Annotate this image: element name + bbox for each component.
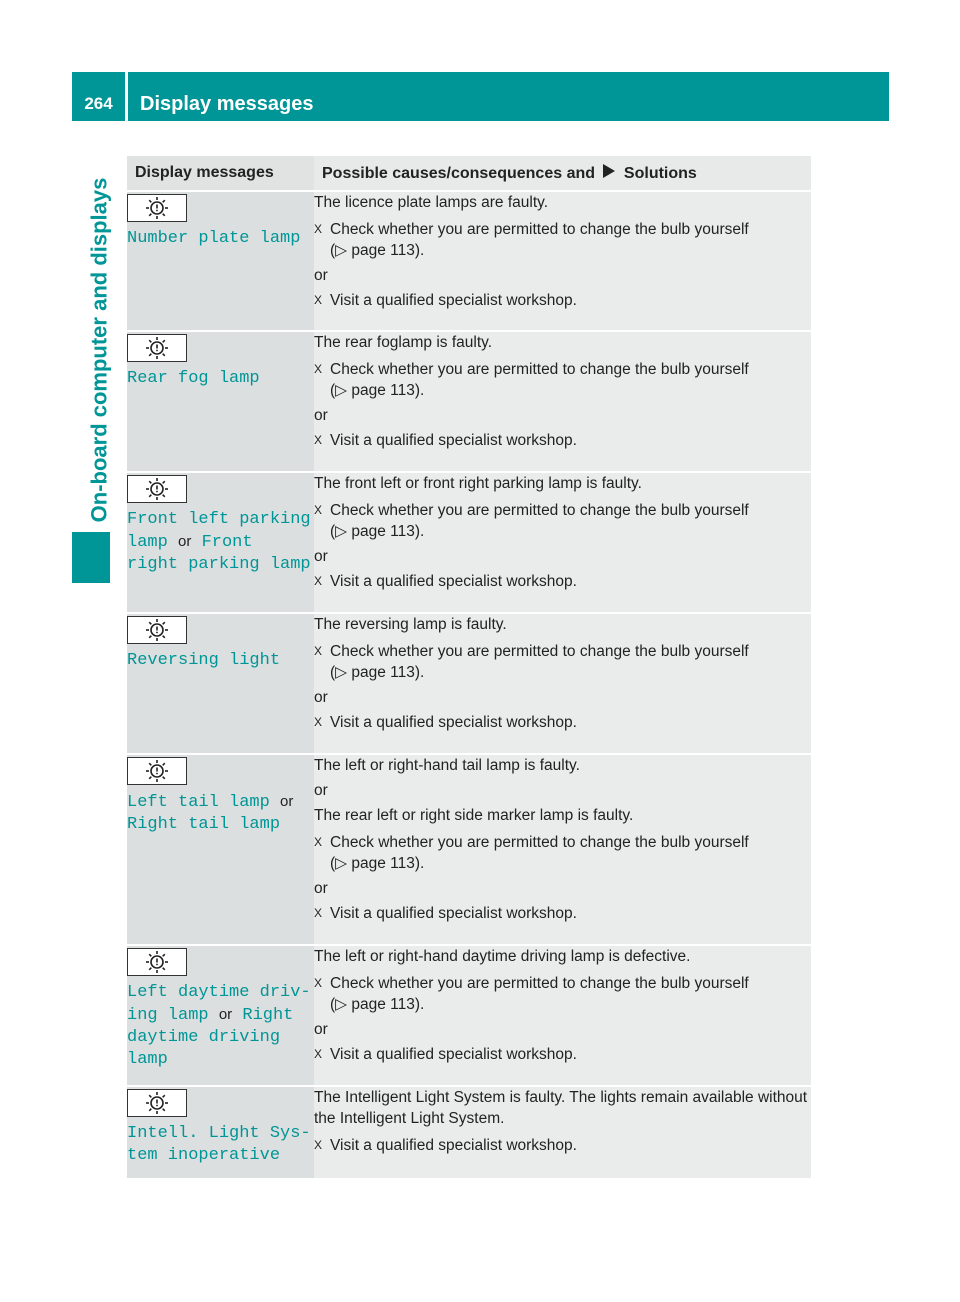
side-label-text: On-board computer and displays <box>86 177 111 523</box>
table-row <box>127 1086 811 1179</box>
page-reference[interactable]: (▷ page 113). <box>330 996 425 1013</box>
header-divider <box>125 72 128 121</box>
step-check <box>314 219 811 261</box>
msg-line: Right tail lamp <box>127 815 281 834</box>
step-text: Visit a qualified specialist workshop. <box>330 1046 577 1063</box>
step-check <box>314 973 811 1015</box>
page-reference[interactable]: (▷ page 113). <box>330 523 425 540</box>
message-cell <box>127 191 314 331</box>
msg-line: ing lamp <box>127 1006 209 1025</box>
solutions-arrow-icon <box>603 164 615 183</box>
step-visit <box>314 290 811 311</box>
display-message: Rear fog lamp <box>127 369 260 388</box>
step-text: Check whether you are permitted to change the bulb yourself <box>330 361 749 378</box>
table-row <box>127 331 811 472</box>
or-text: or <box>314 548 328 565</box>
step-check <box>314 641 811 683</box>
or-text: or <box>178 533 192 550</box>
step-arrow-icon: X <box>314 503 323 517</box>
step-text: Check whether you are permitted to change the bulb yourself <box>330 221 749 238</box>
step-visit <box>314 430 811 451</box>
step-arrow-icon: X <box>314 835 323 849</box>
side-section-label <box>74 170 124 530</box>
message-cell <box>127 945 314 1086</box>
cause-text: The left or right-hand tail lamp is faulty. <box>314 757 580 774</box>
step-visit <box>314 712 811 733</box>
bulb-warning-icon <box>127 948 187 976</box>
bulb-warning-icon <box>127 1089 187 1117</box>
msg-line: tem inoperative <box>127 1146 281 1165</box>
page-reference[interactable]: (▷ page 113). <box>330 382 425 399</box>
or-text: or <box>314 782 328 799</box>
cause-text: The rear foglamp is faulty. <box>314 334 493 351</box>
side-tab-block <box>72 532 110 583</box>
message-cell <box>127 613 314 754</box>
msg-line: lamp <box>127 533 168 552</box>
solution-cell <box>314 331 811 472</box>
page-reference[interactable]: (▷ page 113). <box>330 242 425 259</box>
display-message <box>127 509 314 576</box>
step-arrow-icon: X <box>314 976 323 990</box>
solution-cell <box>314 472 811 613</box>
msg-line: Left tail lamp <box>127 793 270 812</box>
page-number: 264 <box>84 94 113 113</box>
step-arrow-icon: X <box>314 433 323 447</box>
msg-line: lamp <box>127 1050 168 1069</box>
cause-text: The rear left or right side marker lamp is faulty. <box>314 807 634 824</box>
solution-cell <box>314 945 811 1086</box>
step-text: Visit a qualified specialist workshop. <box>330 905 577 922</box>
message-cell <box>127 1086 314 1179</box>
step-text: Check whether you are permitted to change the bulb yourself <box>330 975 749 992</box>
table-row <box>127 754 811 945</box>
msg-line: Intell. Light Sys- <box>127 1124 311 1143</box>
table-header-row <box>127 156 811 191</box>
msg-line: Front left parking <box>127 510 311 529</box>
display-message <box>127 1123 314 1167</box>
bulb-warning-icon <box>127 194 187 222</box>
or-text: or <box>314 880 328 897</box>
cause-text: The left or right-hand daytime driving lamp is defective. <box>314 948 691 965</box>
display-message: Number plate lamp <box>127 229 301 248</box>
header-prefix: Possible causes/consequences and <box>322 164 596 182</box>
page-title: Display messages <box>140 93 314 115</box>
step-text: Check whether you are permitted to change the bulb yourself <box>330 643 749 660</box>
header-suffix: Solutions <box>623 164 697 182</box>
cause-text: The Intelligent Light System is faulty. The lights remain available without the Intelligent Light System. <box>314 1089 808 1127</box>
or-text: or <box>314 689 328 706</box>
cause-text: The front left or front right parking lamp is faulty. <box>314 475 642 492</box>
bulb-warning-icon <box>127 334 187 362</box>
step-arrow-icon: X <box>314 1047 323 1061</box>
solution-cell <box>314 1086 811 1179</box>
or-text: or <box>314 407 328 424</box>
bulb-warning-icon <box>127 616 187 644</box>
step-check <box>314 832 811 874</box>
step-text: Check whether you are permitted to change the bulb yourself <box>330 502 749 519</box>
step-arrow-icon: X <box>314 644 323 658</box>
solution-cell <box>314 191 811 331</box>
step-text: Visit a qualified specialist workshop. <box>330 1137 577 1154</box>
step-text: Visit a qualified specialist workshop. <box>330 573 577 590</box>
step-text: Visit a qualified specialist workshop. <box>330 714 577 731</box>
display-message: Reversing light <box>127 651 281 670</box>
solution-cell <box>314 613 811 754</box>
table-row <box>127 472 811 613</box>
msg-line: Right <box>242 1006 294 1025</box>
message-cell <box>127 331 314 472</box>
display-message <box>127 982 314 1071</box>
page-reference[interactable]: (▷ page 113). <box>330 664 425 681</box>
step-visit <box>314 1044 811 1065</box>
table-row <box>127 613 811 754</box>
bulb-warning-icon <box>127 757 187 785</box>
or-text: or <box>314 1021 328 1038</box>
solution-cell <box>314 754 811 945</box>
step-visit <box>314 903 811 924</box>
page-reference[interactable]: (▷ page 113). <box>330 855 425 872</box>
msg-line: daytime driving <box>127 1028 281 1047</box>
step-check <box>314 500 811 542</box>
step-arrow-icon: X <box>314 715 323 729</box>
cause-text: The licence plate lamps are faulty. <box>314 194 549 211</box>
msg-line: Left daytime driv- <box>127 983 311 1002</box>
step-text: Visit a qualified specialist workshop. <box>330 432 577 449</box>
step-arrow-icon: X <box>314 222 323 236</box>
step-check <box>314 359 811 401</box>
table-row <box>127 191 811 331</box>
step-arrow-icon: X <box>314 362 323 376</box>
or-text: or <box>314 267 328 284</box>
step-text: Check whether you are permitted to change the bulb yourself <box>330 834 749 851</box>
step-text: Visit a qualified specialist workshop. <box>330 292 577 309</box>
msg-line: Front <box>201 533 253 552</box>
step-visit <box>314 1135 811 1156</box>
message-cell <box>127 754 314 945</box>
col-header-solutions <box>314 156 811 191</box>
step-arrow-icon: X <box>314 293 323 307</box>
step-arrow-icon: X <box>314 906 323 920</box>
display-message <box>127 791 314 836</box>
step-arrow-icon: X <box>314 1138 323 1152</box>
step-arrow-icon: X <box>314 574 323 588</box>
cause-text: The reversing lamp is faulty. <box>314 616 507 633</box>
step-visit <box>314 571 811 592</box>
table-row <box>127 945 811 1086</box>
or-text: or <box>280 793 294 810</box>
display-messages-table <box>127 156 811 1180</box>
message-cell <box>127 472 314 613</box>
bulb-warning-icon <box>127 475 187 503</box>
msg-line: right parking lamp <box>127 555 311 574</box>
col-header-messages: Display messages <box>127 156 314 191</box>
or-text: or <box>218 1006 233 1023</box>
